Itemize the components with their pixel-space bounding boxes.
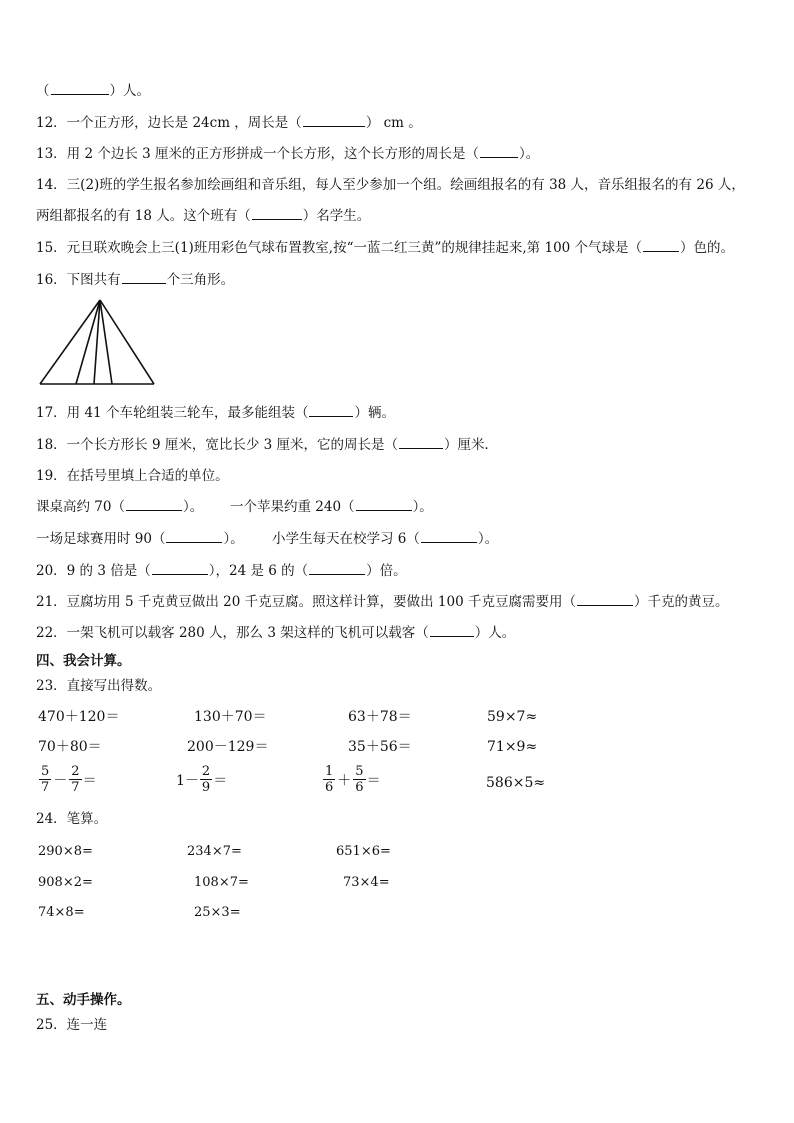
calc-item: 908×2= (38, 875, 93, 890)
question-20: 20．9 的 3 倍是（ ），24 是 6 的（ ）倍。 (36, 563, 407, 579)
question-21: 21．豆腐坊用 5 千克黄豆做出 20 千克豆腐。照这样计算，要做出 100 千克豆腐需要用（ ）千克的黄豆。 (36, 594, 729, 610)
question-22: 22．一架飞机可以载客 280 人，那么 3 架这样的飞机可以载客（ ）人。 (36, 625, 516, 641)
answer-blank[interactable] (309, 404, 353, 417)
calc-item: 74×8= (38, 905, 85, 920)
calc-item: 234×7= (187, 844, 242, 859)
fraction: $\frac{5}{6}$ (355, 764, 364, 795)
calc-item: 35＋56＝ (348, 739, 412, 755)
calc-fraction-item: $\frac{1}{6}$ ＋ $\frac{5}{6}$ ＝ (325, 764, 381, 795)
calc-fraction-item: 1－ $\frac{2}{9}$ ＝ (176, 764, 228, 795)
calc-item: 130＋70＝ (194, 709, 267, 725)
answer-blank[interactable] (643, 239, 679, 252)
question-19-a: 课桌高约 70（ ）。 (36, 499, 204, 515)
calc-item: 70＋80＝ (38, 739, 102, 755)
calc-item: 71×9≈ (487, 739, 538, 755)
question-15: 15．元旦联欢晚会上三(1)班用彩色气球布置教室,按“一蓝二红三黄”的规律挂起来,第 100 个气球是（ ）色的。 (36, 240, 735, 256)
answer-blank[interactable] (126, 498, 182, 511)
answer-blank[interactable] (51, 82, 109, 95)
q11-tail: （ ）人。 (36, 83, 150, 99)
question-12: 12．一个正方形，边长是 24cm ，周长是（ ） cm 。 (36, 115, 422, 131)
calc-item: 586×5≈ (486, 775, 546, 791)
answer-blank[interactable] (309, 562, 365, 575)
calc-item: 25×3= (194, 905, 241, 920)
section-heading-5: 五、动手操作。 (36, 992, 131, 1008)
calc-item: 73×4= (343, 875, 390, 890)
answer-blank[interactable] (303, 114, 365, 127)
answer-blank[interactable] (430, 624, 474, 637)
answer-blank[interactable] (152, 562, 208, 575)
calc-item: 59×7≈ (487, 709, 538, 725)
question-16: 16．下图共有 个三角形。 (36, 272, 235, 288)
question-24-title: 24．笔算。 (36, 811, 108, 827)
answer-blank[interactable] (577, 593, 633, 606)
question-14-line2: 两组都报名的有 18 人。这个班有（ ）名学生。 (36, 208, 371, 224)
question-18: 18．一个长方形长 9 厘米，宽比长少 3 厘米，它的周长是（ ）厘米． (36, 437, 499, 453)
question-19-c: 一场足球赛用时 90（ ）。 (36, 531, 244, 547)
answer-blank[interactable] (166, 530, 222, 543)
calc-item: 63＋78＝ (348, 709, 412, 725)
question-14-line1: 14．三(2)班的学生报名参加绘画组和音乐组，每人至少参加一个组。绘画组报名的有 38 人，音乐组报名的有 26 人， (36, 177, 745, 193)
answer-blank[interactable] (122, 271, 166, 284)
question-19-d: 小学生每天在校学习 6（ ）。 (272, 531, 499, 547)
calc-item: 290×8= (38, 844, 93, 859)
answer-blank[interactable] (252, 207, 302, 220)
question-17: 17．用 41 个车轮组装三轮车，最多能组装（ ）辆。 (36, 405, 395, 421)
calc-item: 470＋120＝ (38, 709, 120, 725)
answer-blank[interactable] (421, 530, 477, 543)
calc-fraction-item: $\frac{5}{7}$ － $\frac{2}{7}$ ＝ (41, 764, 97, 795)
fraction: $\frac{5}{7}$ (41, 764, 50, 795)
answer-blank[interactable] (480, 145, 518, 158)
fraction: $\frac{1}{6}$ (325, 764, 334, 795)
fraction: $\frac{2}{7}$ (71, 764, 80, 795)
calc-item: 200－129＝ (187, 739, 269, 755)
question-19-b: 一个苹果约重 240（ ）。 (230, 499, 433, 515)
calc-item: 651×6= (336, 844, 391, 859)
answer-blank[interactable] (399, 436, 443, 449)
question-13: 13．用 2 个边长 3 厘米的正方形拼成一个长方形，这个长方形的周长是（ ）。 (36, 146, 540, 162)
question-25: 25．连一连 (36, 1017, 108, 1033)
question-19-title: 19．在括号里填上合适的单位。 (36, 468, 229, 484)
triangle-figure (36, 296, 158, 388)
section-heading-4: 四、我会计算。 (36, 653, 131, 669)
fraction: $\frac{2}{9}$ (201, 764, 211, 795)
calc-item: 108×7= (194, 875, 249, 890)
question-23-title: 23．直接写出得数。 (36, 678, 162, 694)
answer-blank[interactable] (356, 498, 412, 511)
